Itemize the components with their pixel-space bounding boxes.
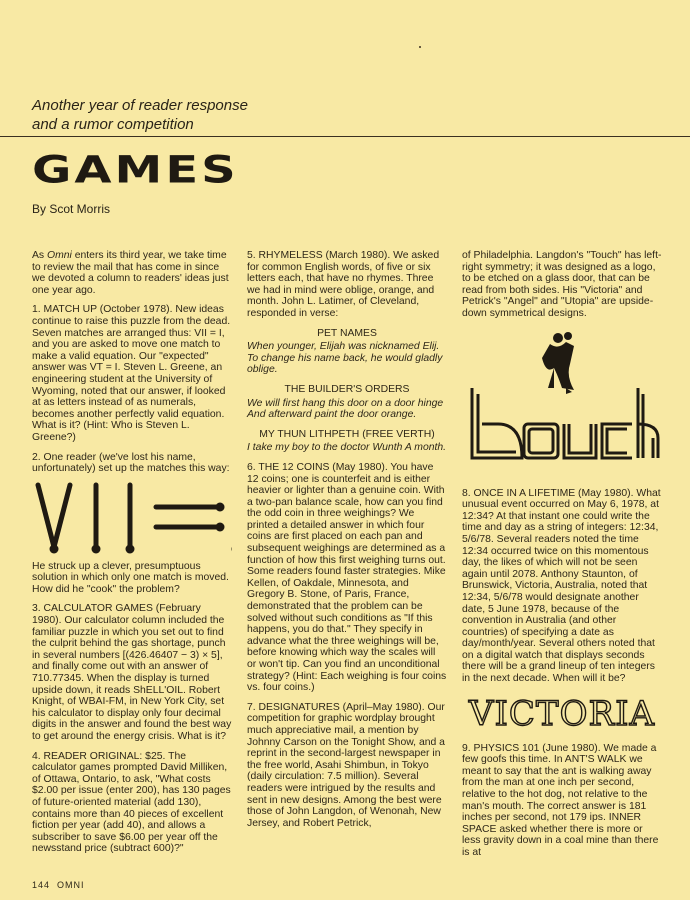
verse-2: We will first hang this door on a door hinge And afterward paint the door orange. bbox=[247, 397, 444, 421]
puzzle-3: 3. CALCULATOR GAMES (February 1980). Our calculator column included the familiar puzzle in which you set out to find the culprit behind the gas shortage, punch in several numbers [(426.46407 − 3) × 5], and finally come out with an answer of 710.77345. When the display is turned upside down, it reads ShELL'OIL. Robert Knight, of WBAI-FM, in New York City, set his calculator to display only four decimal digits in the answer and found the best way to get around the energy crisis. What is it? bbox=[32, 603, 232, 742]
matchsticks-vii-equals-i bbox=[32, 477, 232, 561]
footer-magazine: OMNI bbox=[57, 880, 85, 890]
page-title: GAMES bbox=[32, 148, 239, 192]
column-1 bbox=[32, 250, 232, 863]
verse-2-title: THE BUILDER'S ORDERS bbox=[284, 383, 410, 395]
puzzle-6: 6. THE 12 COINS (May 1980). You have 12 coins; one is counterfeit and is either heavier or lighter than a genuine coin. With a two-pan balance scale, how can you find the odd coin in three weighings? We printed a detailed answer in which four coins are first placed on each pan and subsequent weighings are determined as a function of how this first weighing turns out. Some readers found faster strategies. Mike Kellen, of Oakdale, Minnesota, and Gregory B. Stone, of Paris, France, demonstrated that the problem can be solved without such conditions as "If this happens, you do that." They specify in advance what the three weighings will be, before knowing which way the scales will or won't tip. Can you find an unconditional strategy? (Hint: Each weighing is four coins vs. four coins.) bbox=[247, 461, 447, 694]
column-3 bbox=[462, 250, 662, 867]
intro-text-b: enters its third year, we take time to review the mail that has come in since we devoted a column to readers' ideas just one year ago. bbox=[32, 250, 229, 296]
verse-1: When younger, Elijah was nicknamed Elij. To change his name back, he would gladly oblige. bbox=[247, 341, 443, 376]
matchstick-illustration bbox=[32, 477, 232, 561]
verse-1-title: PET NAMES bbox=[317, 327, 377, 339]
puzzle-5: 5. RHYMELESS (March 1980). We asked for common English words, of five or six letters each, that have no rhymes. Three we had in mind were oblige, orange, and month. John L. Latimer, of Cleveland, responded in verse: bbox=[247, 250, 440, 319]
page-number: 144 bbox=[32, 880, 51, 890]
victoria-designature-graphic bbox=[462, 693, 662, 733]
puzzle-8: 8. ONCE IN A LIFETIME (May 1980). What unusual event occurred on May 6, 1978, at 12:34? At that instant one could write the time and day as a string of integers: 12:34, 5/6/78. Several readers noted the time 12:34 occurred twice on this momentous day, the likes of which will not be seen again until 2078. Anthony Staunton, of Brunswick, Victoria, Australia, noted that 12:34, 5/6/78 would designate another date, 5 June 1978, because of the convention in Australia (and other countries) of specifying a date as day/month/year. Several others noted that on a digital watch that displays seconds there will be a grand lineup of ten integers in the next decade. When will it be? bbox=[462, 487, 661, 685]
puzzle-1: 1. MATCH UP (October 1978). New ideas continue to raise this puzzle from the dead. Seven matches are arranged thus: VII = I, and you are asked to move one match to make a valid equation. Our "expected" answer was VT = I. Steven L. Greene, an engineering student at the University of Wyoming, noted that our answer, if looked at as letters instead of as numerals, becomes another perfectly valid equation. What is it? (Hint: Who is Steven L. Greene?) bbox=[32, 304, 231, 443]
tagline bbox=[32, 96, 248, 134]
page-footer bbox=[32, 880, 85, 890]
victoria-lettering: VICTORIA bbox=[468, 693, 656, 733]
printer-mark bbox=[419, 46, 421, 48]
tagline-line-1: Another year of reader response bbox=[32, 97, 248, 114]
puzzle-7: 7. DESIGNATURES (April–May 1980). Our competition for graphic wordplay brought much appreciative mail, a mention by Johnny Carson on the Tonight Show, and a reprint in the second-largest newspaper in the free world, Asahi Shimbun, in Tokyo (daily circulation: 7.5 million). Several readers were intrigued by the results and sent in new designs. Among the best were those of John Langdon, of Wenonah, New Jersey, and Robert Petrick, bbox=[247, 701, 445, 829]
victoria-logo bbox=[462, 693, 662, 733]
verse-3-title: MY THUN LITHPETH (FREE VERTH) bbox=[259, 428, 435, 440]
intro-magazine-name: Omni bbox=[47, 250, 72, 261]
touch-designature-graphic bbox=[462, 328, 662, 478]
intro-text-a: As bbox=[32, 250, 48, 261]
touch-logo bbox=[462, 328, 662, 478]
byline: By Scot Morris bbox=[32, 202, 111, 216]
puzzle-2: 2. One reader (we've lost his name, unfortunately) set up the matches this way: bbox=[32, 451, 230, 475]
designatures-continued: of Philadelphia. Langdon's "Touch" has left-right symmetry; it was designed as a logo, to be etched on a glass door, that can be read from both sides. His "Victoria" and Petrick's "Angel" and "Utopia" are upside-down symmetrical designs. bbox=[462, 250, 662, 319]
tagline-line-2: and a rumor competition bbox=[32, 116, 194, 133]
puzzle-2-followup: He struck up a clever, presumptuous solution in which only one match is moved. How did he "cook" the problem? bbox=[32, 560, 229, 595]
column-2 bbox=[247, 250, 447, 837]
puzzle-9: 9. PHYSICS 101 (June 1980). We made a few goofs this time. In ANT'S WALK we meant to say that the ant is walking away from the man at one inch per second, relative to the hot dog, not relative to the man's mouth. The correct answer is 181 inches per second, not 179 ips. INNER SPACE asked whether there is more or less gravity down in a coal mine than there is at bbox=[462, 742, 659, 858]
intro-paragraph bbox=[32, 250, 232, 296]
header-rule bbox=[0, 136, 690, 137]
puzzle-4: 4. READER ORIGINAL: $25. The calculator games prompted David Milliken, of Ottawa, Ontario, to ask, "What costs $2.00 per issue (enter 200), has 130 pages of future-oriented material (add 130), contains more than 40 pieces of excellent fiction per year (add 40), and allows a subscriber to save $6.00 per year off the newsstand price (subtract 600)?" bbox=[32, 750, 231, 855]
verse-3: I take my boy to the doctor Wunth A month. bbox=[247, 442, 447, 454]
